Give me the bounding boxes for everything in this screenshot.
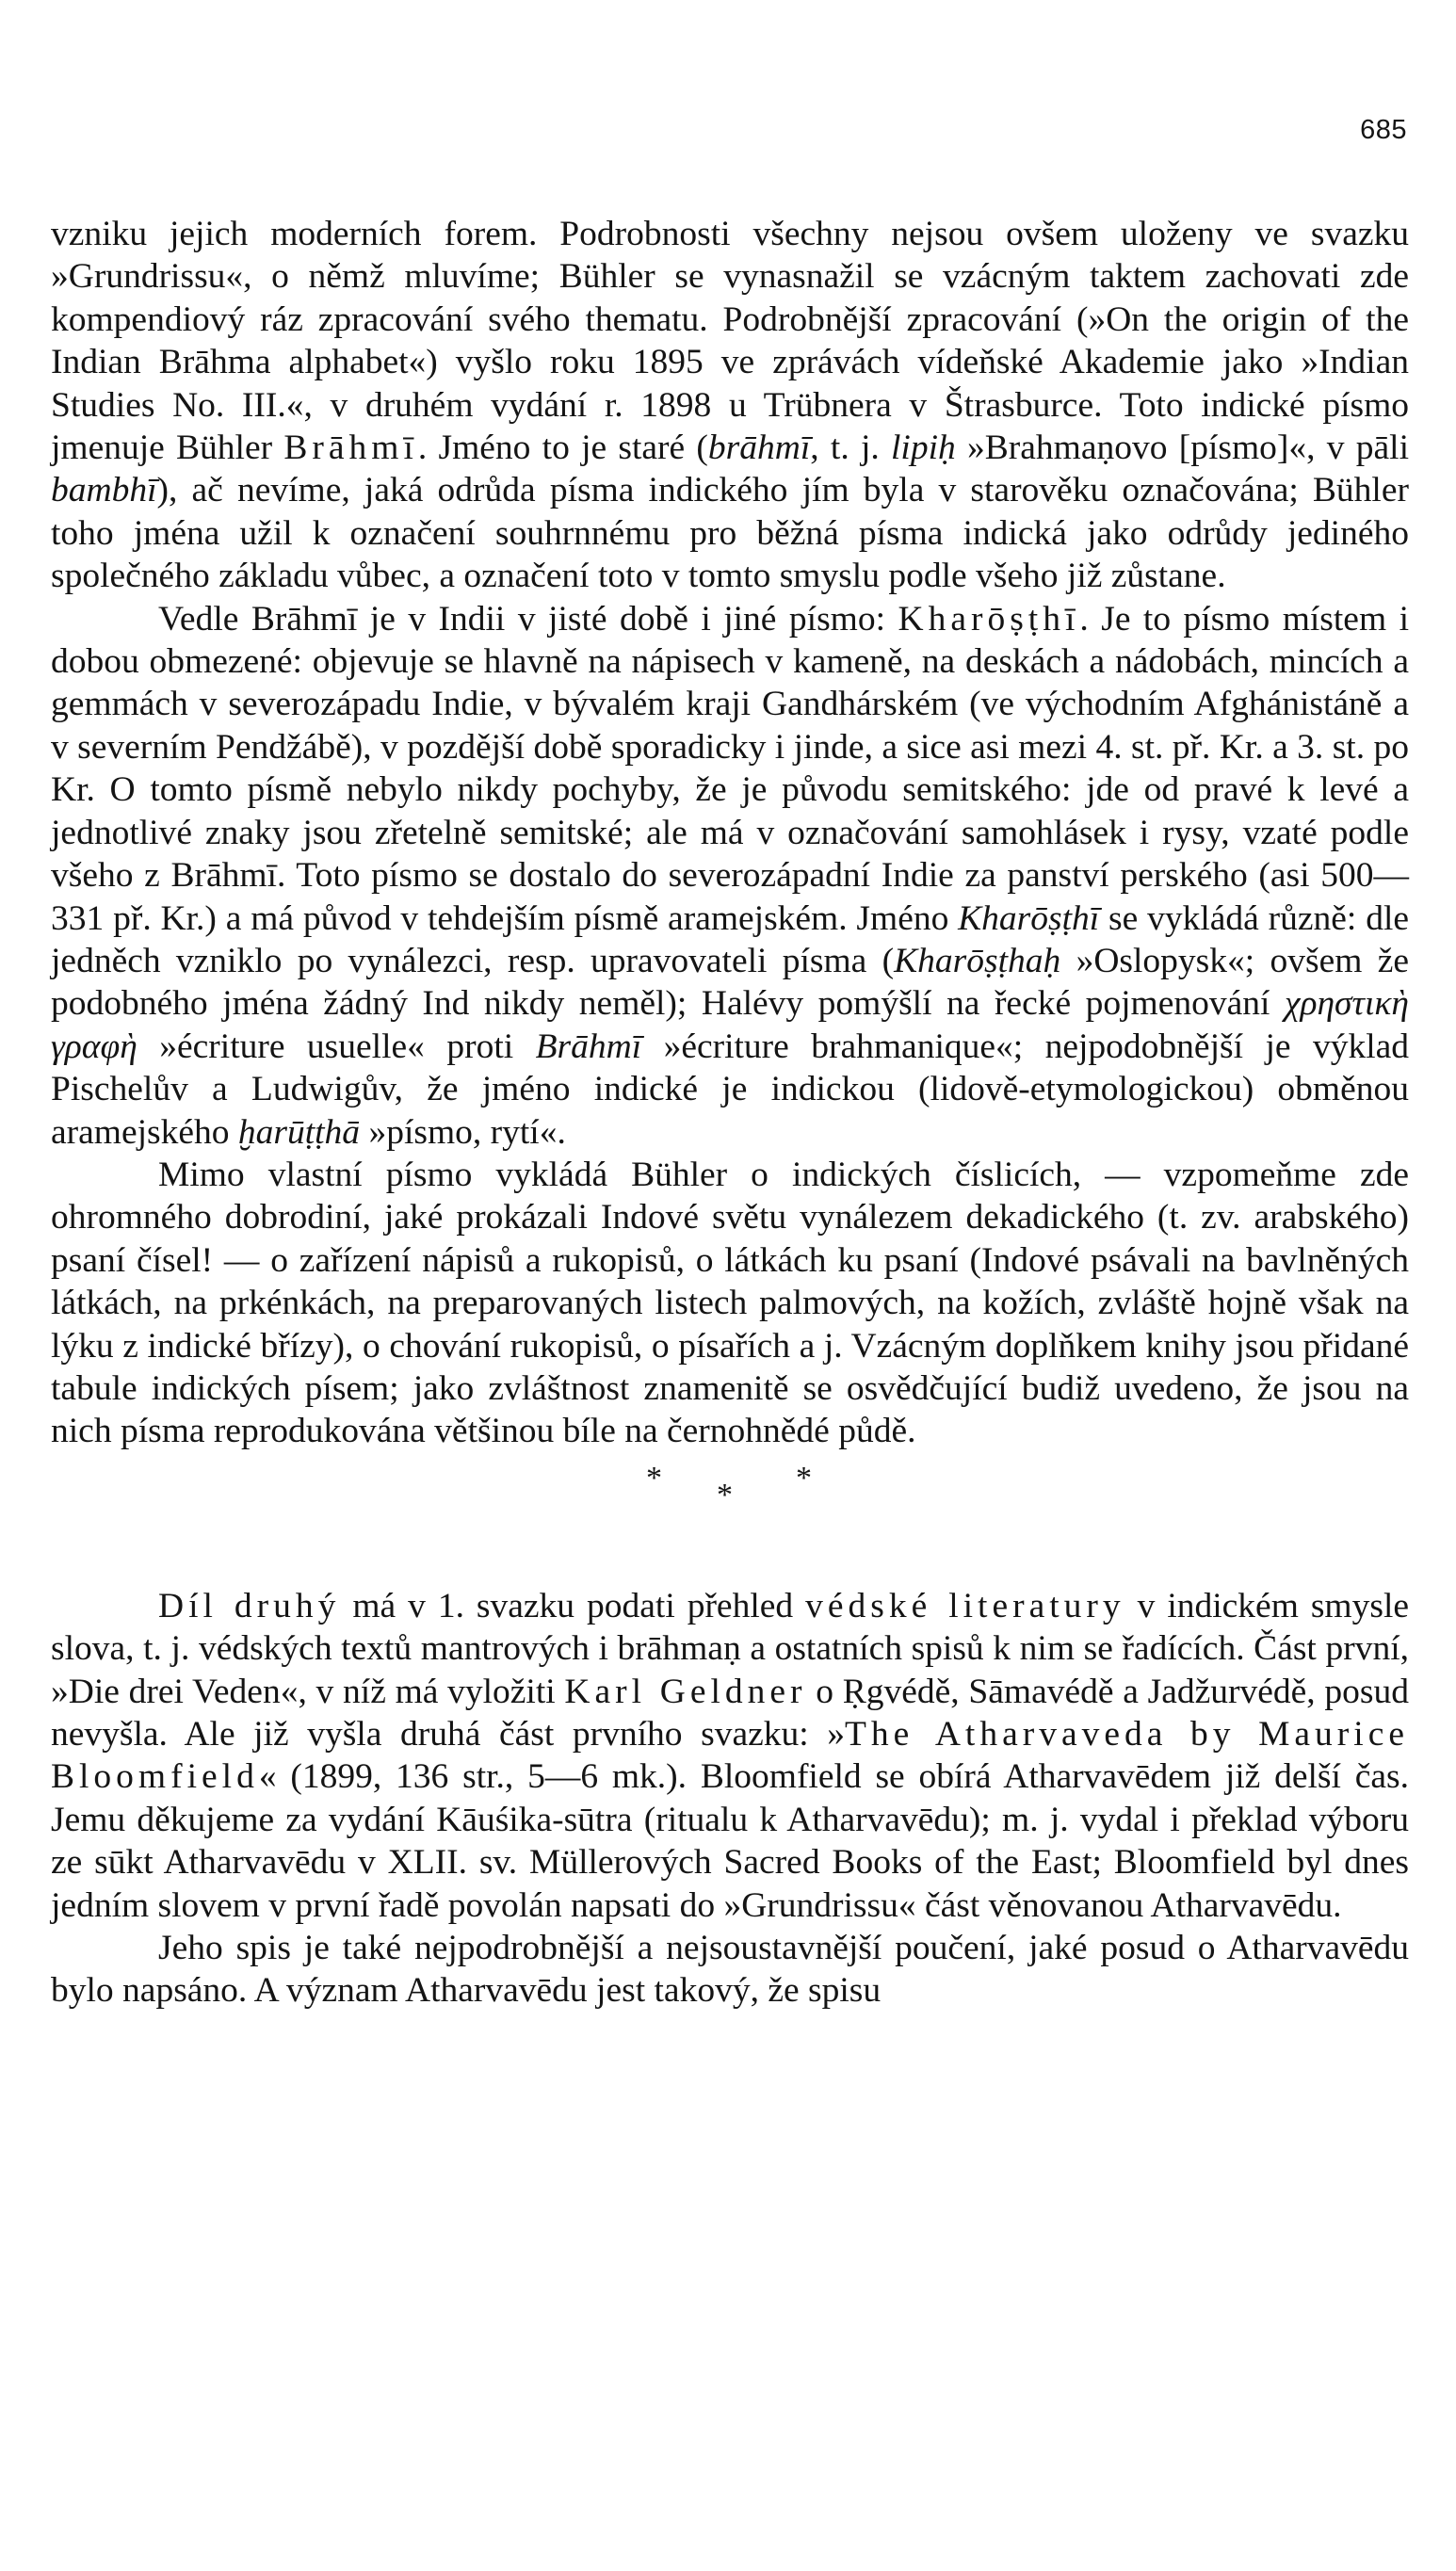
greek-term: χρηστικὴ γραφὴ [51, 984, 1409, 1066]
text-run: »Brahmaṇovo [písmo]«, v pāli [955, 428, 1409, 468]
italic-term: Kharōṣṭhaḥ [894, 941, 1061, 980]
text-run: « (1899, 136 str., 5—6 mk.). Bloomfield se obírá Atharvavēdem již delší čas. Jemu děkujeme za vydání Kāuśika-sūtra (ritualu k Atharvavēdu); m. j. vydal i překlad výboru ze sūkt Atharvavēdu v XLII. sv. Müllerových Sacred Books of the East; Bloomfield byl dnes jedním slovem v první řadě povolán napsati do »Grundrissu« část věnovanou Atharvavēdu. [51, 1757, 1409, 1925]
spaced-term-kharosthi: Kharōṣṭhī [898, 599, 1080, 639]
text-run: »písmo, rytí«. [360, 1112, 566, 1152]
text-run: ), ač nevíme, jaká odrůda písma indického jím byla v starověku označována; Bühler toho jména užil k označení souhrnnému pro běžná písma indická jako odrůdy jediného společného základu vůbec, a označení toto v tomto smyslu podle všeho již zůstane. [51, 471, 1409, 596]
italic-term: ḫarūṭṭhā [237, 1112, 361, 1152]
text-run: vzniku jejich moderních forem. Podrobnosti všechny nejsou ovšem uloženy ve svazku »Grundrissu«, o němž mluvíme; Bühler se vynasnažil se vzácným taktem zachovati zde kompendiový ráz zpracování svého thematu. Podrobnější zpracování (»On the origin of the Indian Brāhma alphabet«) vyšlo roku 1895 ve zprávách vídeňské Akademie jako »Indian Studies No. III.«, v druhém vydání r. 1898 u Trübnera v Štrasburce. Toto indické písmo jmenuje Bühler [51, 215, 1409, 468]
italic-term: bambhī [51, 471, 157, 510]
paragraph-5: Jeho spis je také nejpodrobnější a nejsoustavnější poučení, jaké posud o Atharvavēdu bylo napsáno. A význam Atharvavēdu jest takový, že spisu [51, 1929, 1409, 2011]
spaced-term-vedske-literatury: védské literatury [805, 1586, 1125, 1625]
text-run: . Je to písmo místem i dobou obmezené: objevuje se hlavně na nápisech v kameně, na deskách a nádobách, mincích a gemmách v severozápadu Indie, v bývalém kraji Gandhárském (ve východním Afghánistáně a v severním Pendžábě), v pozdější době sporadicky i jinde, a sice asi mezi 4. st. př. Kr. a 3. st. po Kr. O tomto písmě nebylo nikdy pochyby, že je původu semitského: jde od pravé k levé a jednotlivé znaky jsou zřetelně semitské; ale má v označování samohlásek i rysy, vzaté podle všeho z Brāhmī. Toto písmo se dostalo do severozápadní Indie za panství perského (asi 500—331 př. Kr.) a má původ v tehdejším písmě aramejském. Jméno [51, 599, 1409, 938]
text-run: se vykládá různě: dle jedněch vzniklo po vynálezci, resp. upravovateli písma ( [51, 898, 1410, 980]
asterisk: * [796, 1460, 812, 1496]
paragraph-2 [51, 598, 1409, 1154]
spaced-term-geldner: Karl Geldner [564, 1672, 807, 1711]
body-text [51, 213, 1409, 2013]
spaced-term-dil-druhy: Díl druhý [158, 1586, 341, 1625]
text-run: , t. j. [810, 428, 891, 468]
text-run: »Oslopysk«; ovšem že podobného jména žádný Ind nikdy neměl); Halévy pomýšlí na řecké pojmenování [51, 941, 1409, 1024]
paragraph-4 [51, 1585, 1409, 1927]
italic-term: brāhmī [707, 428, 811, 468]
italic-term: lipiḥ [891, 428, 956, 468]
italic-term: Brāhmī [535, 1027, 642, 1066]
asterisk: * [717, 1477, 733, 1512]
text-run: »écriture usuelle« proti [137, 1027, 536, 1066]
text-run: Vedle Brāhmī je v Indii v jisté době i jiné písmo: [158, 599, 898, 639]
text-run: má v 1. svazku podati přehled [340, 1586, 806, 1625]
text-run: v indickém smysle slova, t. j. védských textů mantrových i brāhmaṇ a ostatních spisů k nim se řadících. Část první, »Die drei Veden«, v níž má vyložiti [51, 1586, 1410, 1711]
spaced-term-brahmi: Brāhmī [283, 428, 418, 468]
asterisk: * [646, 1460, 662, 1496]
paragraph-3: Mimo vlastní písmo vykládá Bühler o indických číslicích, — vzpomeňme zde ohromného dobrodiní, jaké prokázali Indové světu vynálezem dekadického (t. zv. arabského) psaní čísel! — o zařízení nápisů a rukopisů, o látkách ku psaní (Indové psávali na bavlněných látkách, na prkénkách, na preparovaných listech palmových, na kožích, zvláště hojně však na lýku z indické břízy), o chování rukopisů, o písařích a j. Vzácným doplňkem knihy jsou přidané tabule indických písem; jako zvláštnost znamenitě se osvědčující budiž uvedeno, že jsou na nich písma reprodukována většinou bíle na černohnědé půdě. [51, 1155, 1409, 1451]
italic-term: Kharōṣṭhī [958, 898, 1100, 938]
text-run: »écriture brahmanique«; nejpodobnější je výklad Pischelův a Ludwigův, že jméno indické je indickou (lidově-etymologickou) obměnou aramejského [51, 1027, 1410, 1152]
section-divider [51, 1453, 1409, 1585]
page-number: 685 [1360, 115, 1407, 145]
spaced-term-atharvaveda: The Atharvaveda by Maurice Bloomfield [51, 1715, 1409, 1797]
text-run: . Jméno to je staré ( [417, 428, 708, 468]
text-run: o Ṛgvédě, Sāmavédě a Jadžurvédě, posud nevyšla. Ale již vyšla druhá část prvního svazku: » [51, 1672, 1409, 1754]
paragraph-1 [51, 213, 1409, 598]
